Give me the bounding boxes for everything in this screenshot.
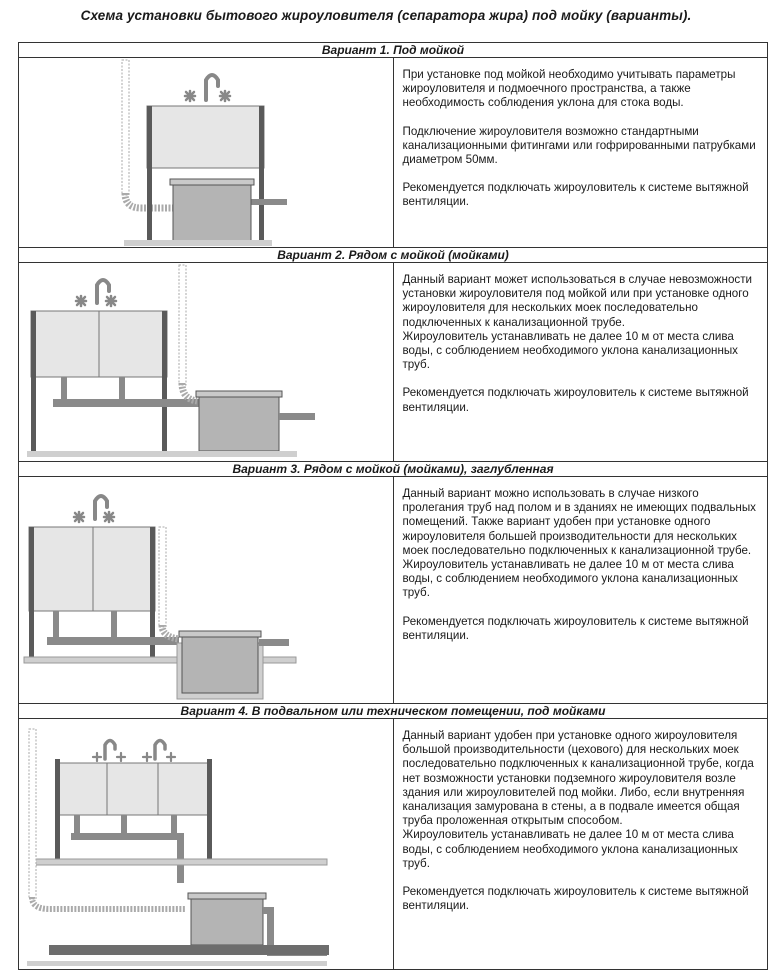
paragraph-gap — [403, 372, 760, 386]
floor — [124, 240, 272, 246]
paragraph-gap — [403, 601, 760, 615]
outlet-pipe — [259, 639, 289, 646]
sink-leg-right — [162, 311, 167, 451]
paragraph: Рекомендуется подключать жироуловитель к системе вытяжной вентиляции. — [402, 885, 749, 913]
riser-pipe — [177, 833, 184, 883]
variants-table — [18, 42, 768, 970]
variant-4-diagram — [19, 719, 394, 970]
sink-leg-left — [55, 759, 60, 859]
grease-trap — [173, 182, 251, 241]
paragraph: Жироуловитель устанавливать не далее 10 м от места слива воды, с соблюдением необходимого уклона канализационных труб. — [402, 329, 738, 372]
variant-2-illustration — [19, 263, 389, 461]
outlet-pipe — [279, 413, 315, 420]
paragraph: Данный вариант можно использовать в случае низкого пролегания труб над полом и в зданиях не имеющих подвальных помещений. Также вариант удобен при установке одного жироуловителя большей производительности для нескольких моек последовательно подключенных к канализационной трубе. — [402, 487, 756, 557]
grease-trap-lid — [170, 179, 254, 185]
variant-3-illustration — [19, 477, 389, 703]
drain — [111, 611, 117, 641]
drain-pipe — [71, 833, 181, 840]
vent-bend — [182, 383, 197, 401]
paragraph: Подключение жироуловителя возможно стандартными канализационными фитингами или гофрированными патрубками диаметром 50мм. — [402, 124, 756, 167]
grease-trap — [199, 395, 279, 451]
paragraph: Рекомендуется подключать жироуловитель к системе вытяжной вентиляции. — [402, 181, 749, 209]
vent-pipe — [29, 729, 36, 899]
variant-1-diagram — [19, 58, 394, 248]
paragraph: Рекомендуется подключать жироуловитель к системе вытяжной вентиляции. — [402, 614, 749, 642]
grease-trap-lid — [188, 893, 266, 899]
sink-body — [29, 527, 155, 611]
vent-pipe — [122, 60, 129, 195]
variant-3-header: Вариант 3. Рядом с мойкой (мойками), заглубленная — [19, 462, 768, 477]
variant-1-description — [393, 58, 768, 248]
sink-leg-left — [31, 311, 36, 451]
floor — [27, 451, 297, 457]
faucet-icon — [185, 75, 230, 101]
sink-leg-right — [207, 759, 212, 859]
ground — [27, 961, 327, 966]
variant-4-illustration — [19, 719, 389, 969]
vent-pipe — [179, 265, 186, 385]
paragraph: Жироуловитель устанавливать не далее 10 м от места слива воды, с соблюдением необходимого уклона канализационных труб. — [402, 828, 738, 870]
basement-floor — [49, 945, 329, 955]
variant-3-diagram — [19, 477, 394, 704]
grease-trap — [182, 635, 258, 693]
variant-4-header: Вариант 4. В подвальном или техническом помещении, под мойками — [19, 704, 768, 719]
drain — [53, 611, 59, 641]
faucet-icon — [74, 496, 114, 522]
faucet-icon — [76, 280, 116, 306]
paragraph: Данный вариант удобен при установке одного жироуловителя большой производительности (цехового) для нескольких моек последовательно подключенных к канализационной трубе, когда нет возможности установки подземного жироуловителя возле здания или жироуловителей под мойки. Либо, если внутренняя канализация замурована в стены, а в подвале имеется общая труба проложенная открытым способом. — [402, 729, 754, 828]
page-title: Схема установки бытового жироуловителя (сепаратора жира) под мойку (варианты). — [80, 8, 692, 23]
vent-pipe — [159, 527, 166, 627]
variant-4-description — [393, 719, 768, 970]
variant-2-header: Вариант 2. Рядом с мойкой (мойками) — [19, 248, 768, 263]
paragraph-gap — [403, 167, 760, 181]
sink-leg-left — [29, 527, 34, 657]
drain-pipe — [47, 637, 179, 645]
variant-1-header: Вариант 1. Под мойкой — [19, 43, 768, 58]
variant-2-diagram — [19, 263, 394, 462]
grease-trap-lid — [179, 631, 261, 637]
faucet-icon — [93, 741, 175, 762]
sink-body — [59, 763, 209, 815]
paragraph: Рекомендуется подключать жироуловитель к системе вытяжной вентиляции. — [402, 386, 749, 414]
paragraph: При установке под мойкой необходимо учитывать параметры жироуловителя и подмоечного пространства, а также необходимость соблюдения уклона для стока воды. — [402, 68, 736, 110]
sink-leg-right — [259, 106, 264, 241]
paragraph: Данный вариант может использоваться в случае невозможности установки жироуловителя под мойкой или при установке одного жироуловителя для нескольких моек последовательно подключенных к канализационной трубе. — [402, 273, 752, 329]
sink-leg-left — [147, 106, 152, 241]
paragraph-gap — [403, 111, 760, 125]
vent-bend — [32, 897, 185, 909]
variant-2-description — [393, 263, 768, 462]
grease-trap — [191, 897, 263, 945]
floor-ceiling — [31, 859, 327, 865]
sink-body — [147, 106, 264, 168]
paragraph-gap — [403, 871, 760, 885]
paragraph: Жироуловитель устанавливать не далее 10 м от места слива воды, с соблюдением необходимого уклона канализационных труб. — [402, 558, 738, 600]
drain-pipe — [53, 399, 203, 407]
outlet-pipe — [251, 199, 287, 205]
vent-bend — [162, 625, 179, 639]
grease-trap-lid — [196, 391, 282, 397]
variant-3-description — [393, 477, 768, 704]
variant-1-illustration — [19, 58, 389, 247]
